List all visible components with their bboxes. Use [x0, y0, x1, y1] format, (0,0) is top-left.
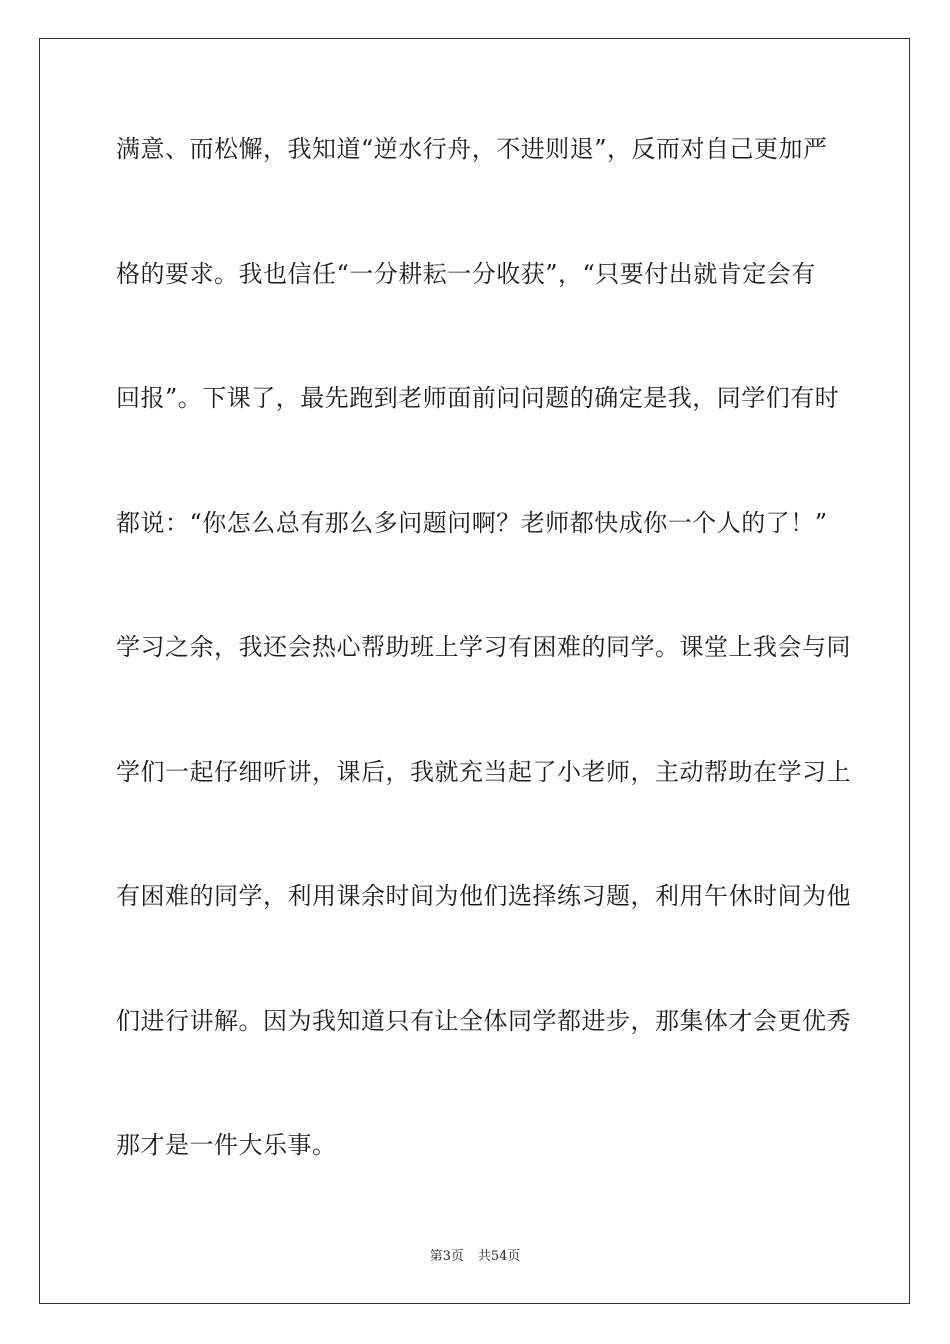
- page-number: 第3页: [429, 1249, 464, 1264]
- body-line-6: 学们一起仔细听讲，课后，我就充当起了小老师，主动帮助在学习上: [116, 758, 851, 786]
- body-line-3: 回报”。下课了，最先跑到老师面前问问题的确定是我，同学们有时: [116, 384, 840, 412]
- page-total: 共54页: [477, 1249, 521, 1264]
- body-line-9: 那才是一件大乐事。: [116, 1131, 337, 1159]
- body-line-4: 都说：“你怎么总有那么多问题问啊？老师都快成你一个人的了！”: [116, 509, 828, 537]
- page-border: [39, 38, 910, 1304]
- page-footer: [0, 1248, 950, 1266]
- body-line-7: 有困难的同学，利用课余时间为他们选择练习题，利用午休时间为他: [116, 882, 851, 910]
- body-line-8: 们进行讲解。因为我知道只有让全体同学都进步，那集体才会更优秀: [116, 1007, 851, 1035]
- body-line-1: 满意、而松懈，我知道“逆水行舟，不进则退”，反而对自己更加严: [116, 135, 828, 163]
- body-line-5: 学习之余，我还会热心帮助班上学习有困难的同学。课堂上我会与同: [116, 633, 851, 661]
- body-line-2: 格的要求。我也信任“一分耕耘一分收获”，“只要付出就肯定会有: [116, 260, 816, 288]
